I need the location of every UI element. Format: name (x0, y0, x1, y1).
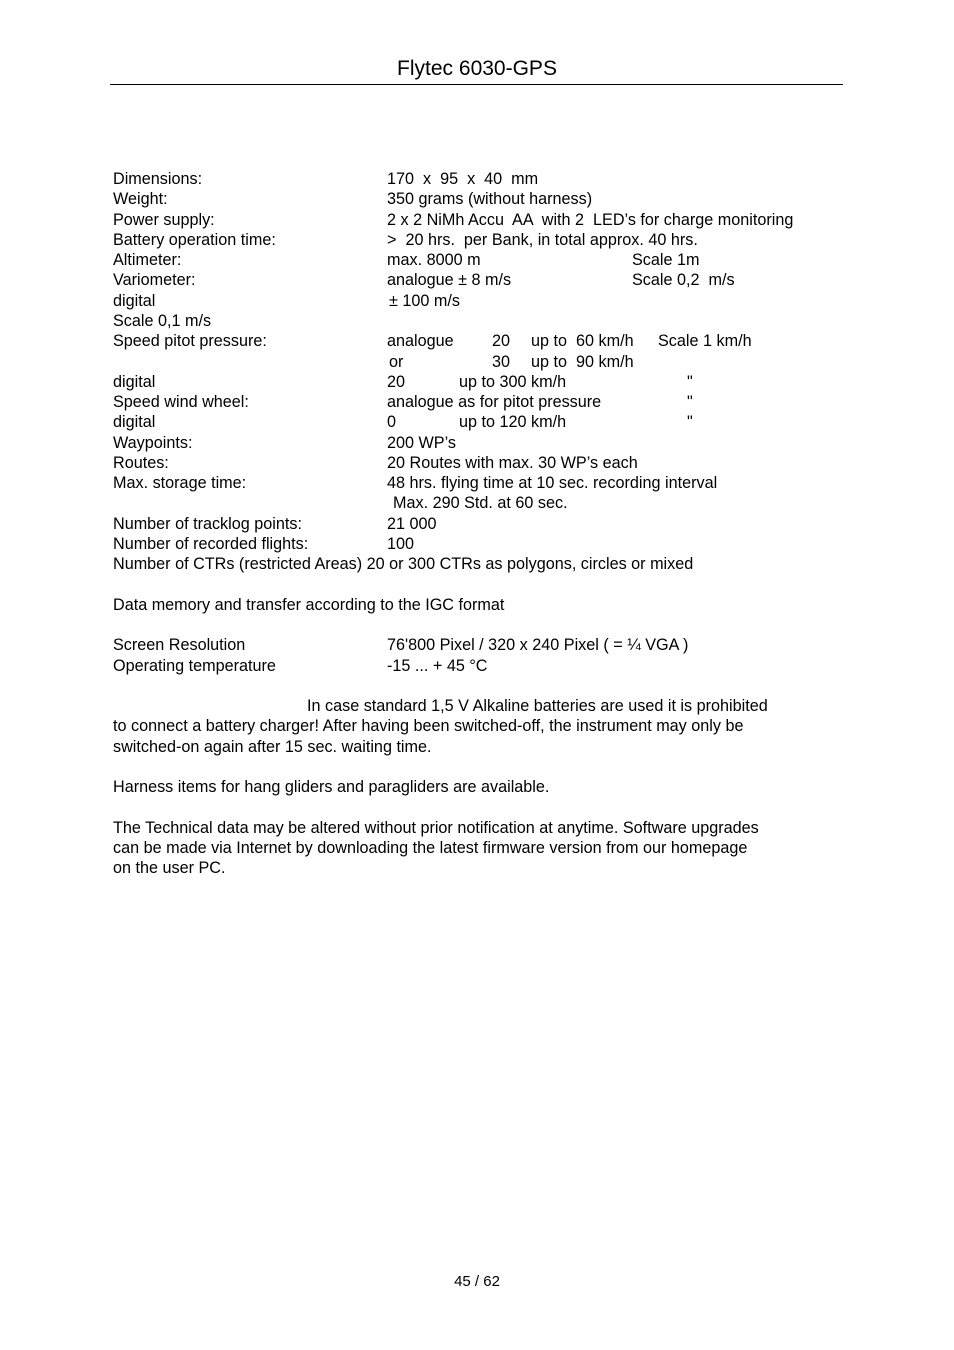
pitot-range-1: up to 60 km/h (531, 332, 634, 350)
wheel-digital-label: digital (113, 413, 156, 431)
wheel-digital-min: 0 (387, 413, 397, 431)
vario-digital-scale: Scale 0,1 m/s (113, 312, 212, 330)
screen-label: Screen Resolution (113, 636, 246, 654)
temperature-label: Operating temperature (113, 657, 276, 675)
pitot-range-2: up to 90 km/h (531, 353, 634, 371)
vario-digital-value: ± 100 m/s (389, 292, 460, 310)
flights-value: 100 (387, 535, 415, 553)
variometer-label: Variometer: (113, 271, 196, 289)
warning-line-2: to connect a battery charger! After having been switched-off, the instrument may only be (113, 717, 744, 735)
weight-label: Weight: (113, 190, 168, 208)
variometer-value: analogue ± 8 m/s (387, 271, 512, 289)
wheel-digital-range: up to 120 km/h (459, 413, 567, 431)
power-supply-value: 2 x 2 NiMh Accu AA with 2 LED’s for charge monitoring (387, 211, 794, 229)
waypoints-label: Waypoints: (113, 434, 193, 452)
pitot-digital-label: digital (113, 373, 156, 391)
pitot-min-2: 30 (492, 353, 511, 371)
warning-line-3: switched-on again after 15 sec. waiting time. (113, 738, 432, 756)
warning-line-1: In case standard 1,5 V Alkaline batteries are used it is prohibited (307, 697, 768, 715)
routes-label: Routes: (113, 454, 169, 472)
altimeter-value: max. 8000 m (387, 251, 481, 269)
wheel-digital-ditto: " (687, 413, 693, 431)
screen-value: 76'800 Pixel / 320 x 240 Pixel ( = ¼ VGA ) (387, 636, 689, 654)
wind-wheel-label: Speed wind wheel: (113, 393, 249, 411)
pitot-scale: Scale 1 km/h (658, 332, 752, 350)
waypoints-value: 200 WP’s (387, 434, 456, 452)
pitot-min-1: 20 (492, 332, 511, 350)
pitot-label: Speed pitot pressure: (113, 332, 267, 350)
vario-digital-label: digital (113, 292, 156, 310)
harness-line: Harness items for hang gliders and paragliders are available. (113, 778, 550, 796)
storage-time-value-2: Max. 290 Std. at 60 sec. (393, 494, 568, 512)
dimensions-label: Dimensions: (113, 170, 203, 188)
tracklog-value: 21 000 (387, 515, 437, 533)
pitot-digital-ditto: " (687, 373, 693, 391)
pitot-analogue: analogue (387, 332, 454, 350)
notice-line-1: The Technical data may be altered without prior notification at anytime. Software upgrades (113, 819, 759, 837)
altimeter-label: Altimeter: (113, 251, 182, 269)
variometer-scale: Scale 0,2 m/s (632, 271, 735, 289)
battery-time-label: Battery operation time: (113, 231, 276, 249)
dimensions-value: 170 x 95 x 40 mm (387, 170, 539, 188)
notice-line-2: can be made via Internet by downloading the latest firmware version from our homepage (113, 839, 748, 857)
igc-line: Data memory and transfer according to the IGC format (113, 596, 505, 614)
pitot-digital-range: up to 300 km/h (459, 373, 567, 391)
pitot-digital-min: 20 (387, 373, 406, 391)
page-title: Flytec 6030-GPS (397, 57, 557, 80)
power-supply-label: Power supply: (113, 211, 215, 229)
routes-value: 20 Routes with max. 30 WP’s each (387, 454, 638, 472)
tracklog-label: Number of tracklog points: (113, 515, 302, 533)
wind-wheel-value: analogue as for pitot pressure (387, 393, 602, 411)
wind-wheel-ditto: " (687, 393, 693, 411)
battery-time-value: > 20 hrs. per Bank, in total approx. 40 hrs. (387, 231, 698, 249)
ctr-line: Number of CTRs (restricted Areas) 20 or 300 CTRs as polygons, circles or mixed (113, 555, 694, 573)
pitot-or: or (389, 353, 404, 371)
temperature-value: -15 ... + 45 °C (387, 657, 488, 675)
storage-time-label: Max. storage time: (113, 474, 247, 492)
weight-value: 350 grams (without harness) (387, 190, 593, 208)
page-number: 45 / 62 (454, 1273, 500, 1290)
flights-label: Number of recorded flights: (113, 535, 309, 553)
notice-line-3: on the user PC. (113, 859, 226, 877)
header-divider (110, 84, 843, 85)
storage-time-value: 48 hrs. flying time at 10 sec. recording interval (387, 474, 718, 492)
altimeter-scale: Scale 1m (632, 251, 700, 269)
